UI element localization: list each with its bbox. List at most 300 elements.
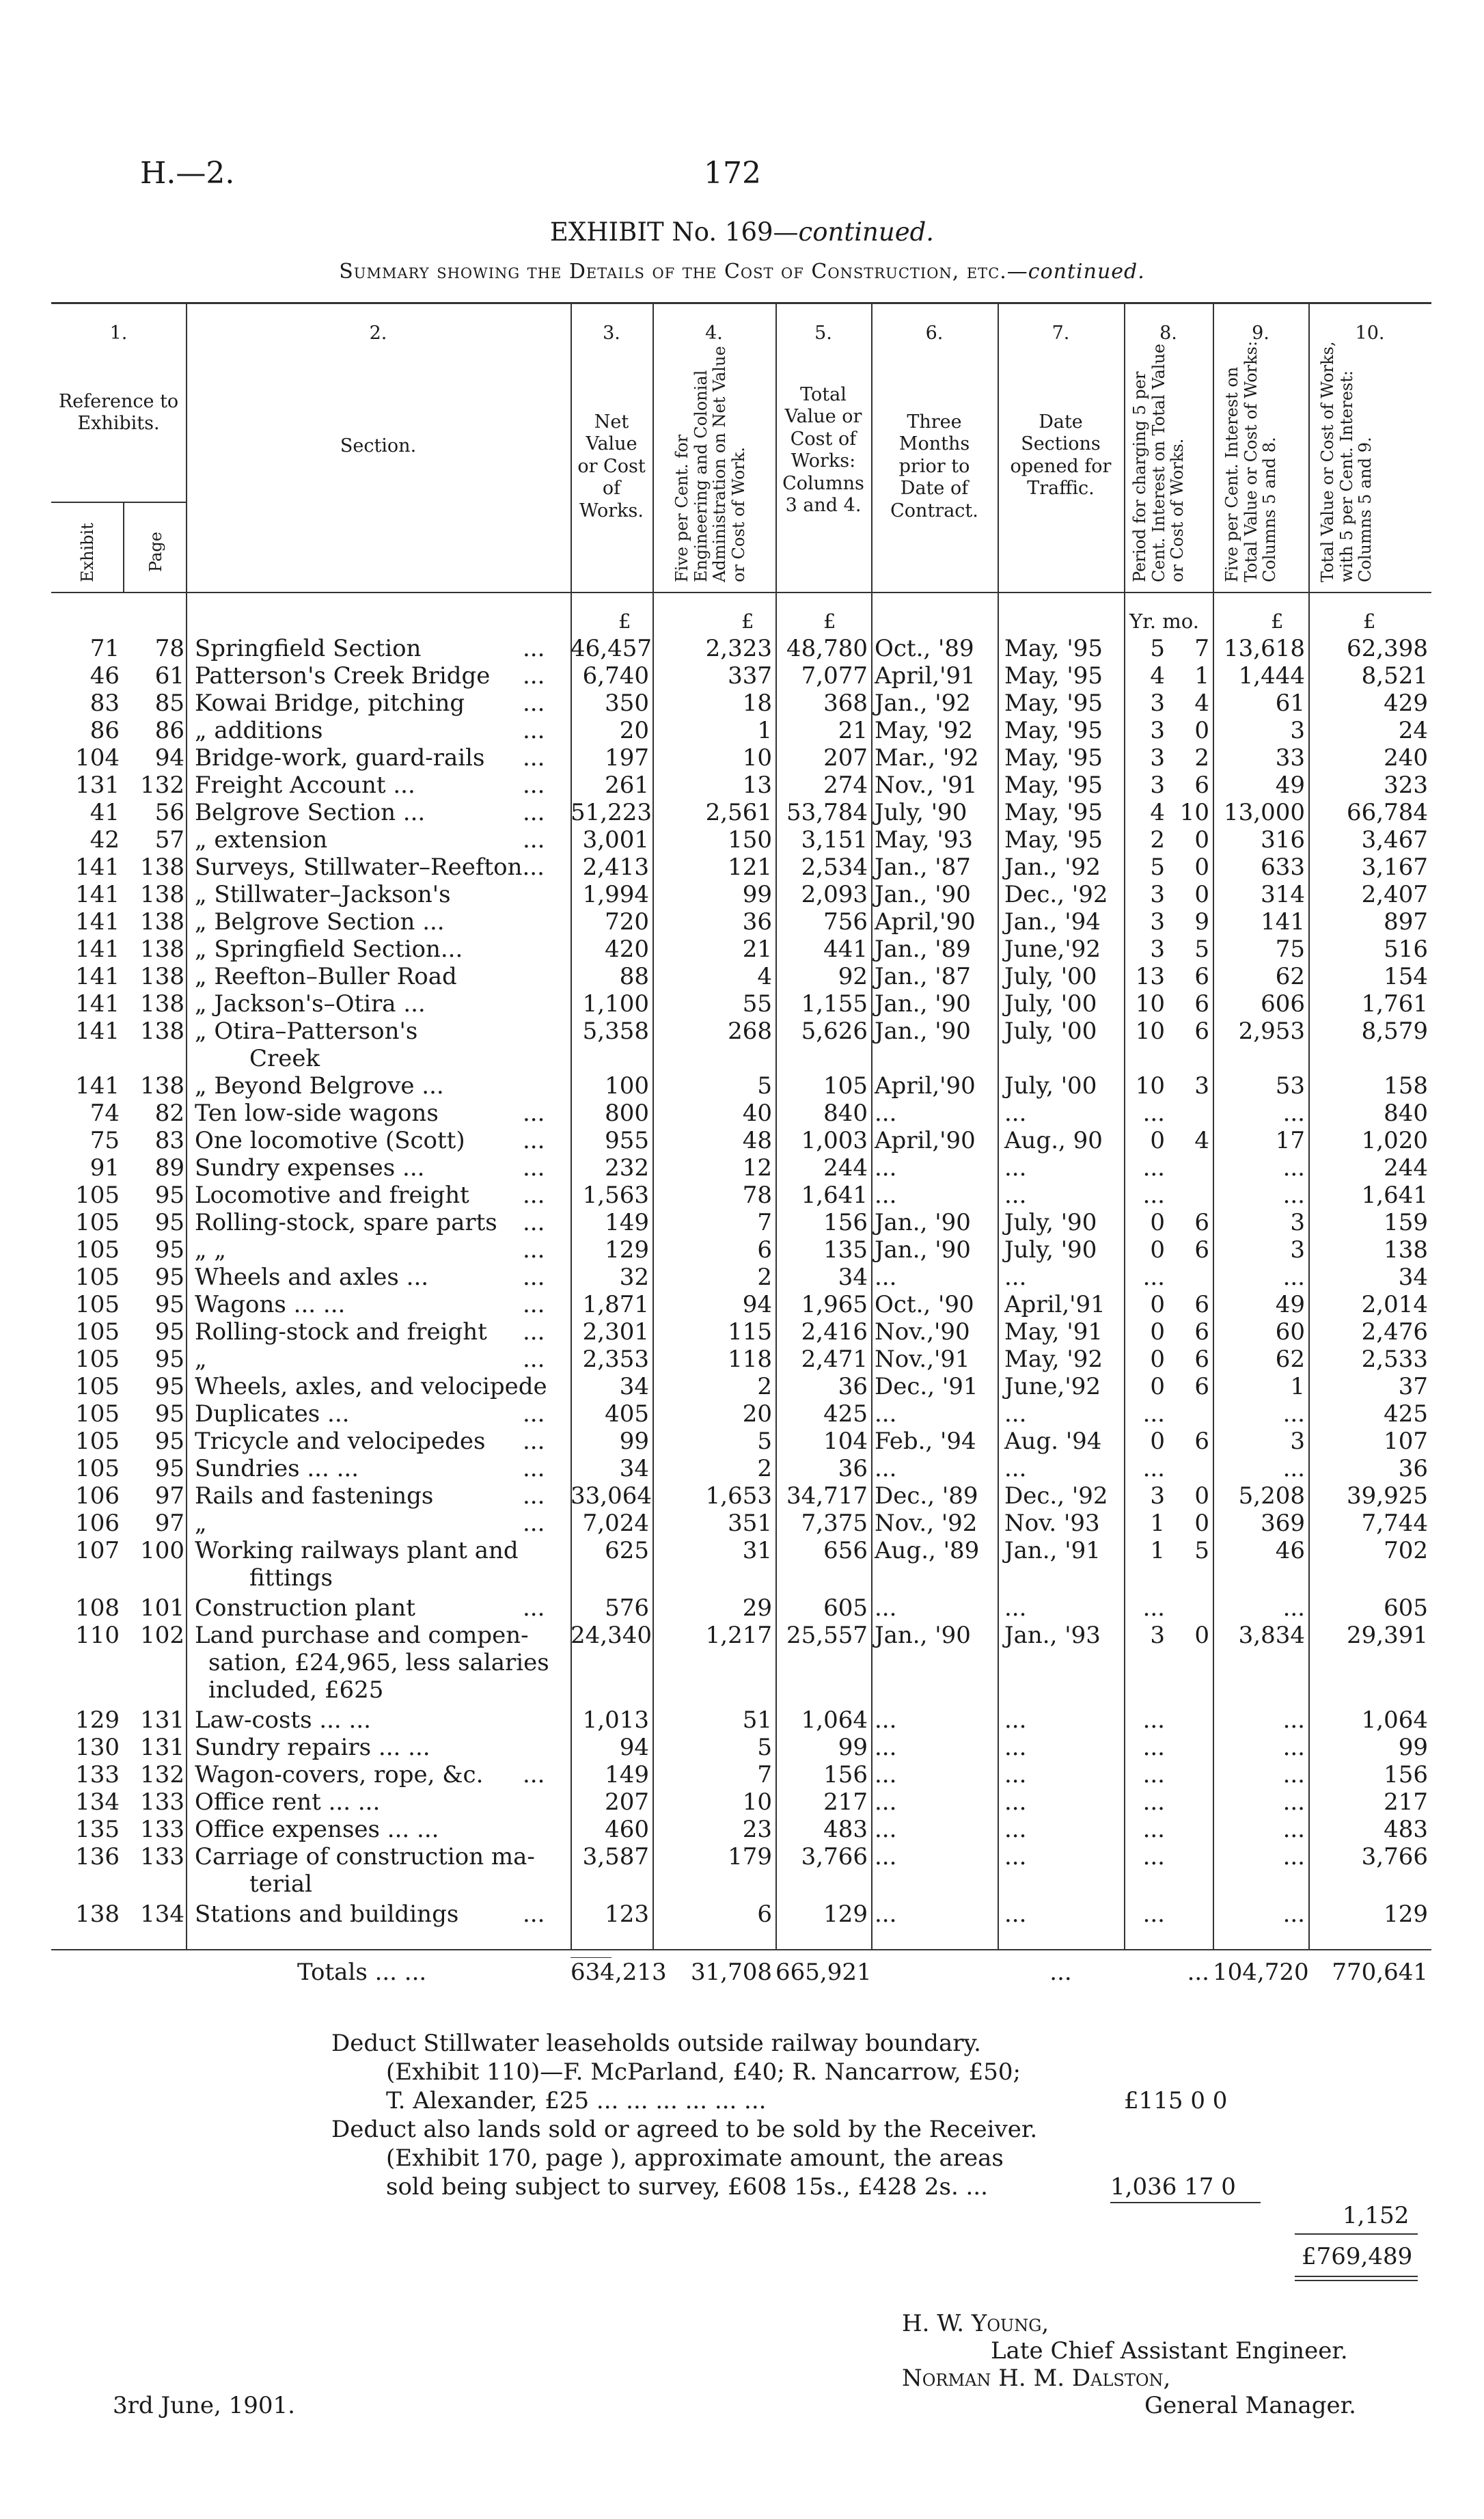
cell-years: 3: [1150, 936, 1165, 963]
cell-years: 4: [1150, 799, 1165, 826]
cell-three-months: Oct., '89: [875, 635, 974, 662]
cell-total: 21: [838, 717, 868, 744]
cell-page: 95: [154, 1264, 184, 1291]
cell-exhibit: 105: [75, 1182, 120, 1209]
cell-exhibit: 105: [75, 1291, 120, 1318]
cell-net: 32: [619, 1264, 649, 1291]
unit-five: £: [741, 610, 754, 633]
cell-date-opened: July, '00: [1004, 1018, 1097, 1045]
cell-years: 0: [1150, 1236, 1165, 1264]
cell-interest: 141: [1261, 908, 1305, 936]
cell-page: 133: [140, 1843, 184, 1870]
cell-exhibit: 131: [75, 772, 120, 799]
cell-grand-total: 66,784: [1347, 799, 1428, 826]
cell-exhibit: 141: [75, 1072, 120, 1100]
cell-section-continued: sation, £24,965, less salaries: [208, 1649, 549, 1676]
cell-net: 1,100: [582, 990, 649, 1018]
cell-exhibit: 107: [75, 1537, 120, 1564]
cell-page: 131: [140, 1734, 184, 1761]
cell-grand-total: 8,521: [1361, 662, 1428, 690]
cell-total: 207: [823, 744, 868, 772]
cell-total: 105: [823, 1072, 868, 1100]
cell-net: 576: [605, 1594, 649, 1622]
cell-section: „ extension: [195, 826, 328, 854]
cell-interest: 316: [1261, 826, 1305, 854]
cell-date-opened: April,'91: [1004, 1291, 1105, 1318]
cell-net: 6,740: [582, 662, 649, 690]
cell-net: 24,340: [571, 1622, 652, 1649]
cell-grand-total: 138: [1384, 1236, 1428, 1264]
totals-rule: [571, 1957, 612, 1958]
cell-interest: ...: [1282, 1154, 1305, 1182]
cell-interest: 53: [1275, 1072, 1305, 1100]
cell-date-opened: June,'92: [1004, 1373, 1101, 1400]
cell-years: ...: [1142, 1594, 1165, 1622]
cell-section: „ Jackson's–Otira ...: [195, 990, 426, 1018]
cell-interest: 3: [1290, 1428, 1305, 1455]
cell-years: ...: [1142, 1400, 1165, 1428]
cell-date-opened: ...: [1004, 1734, 1027, 1761]
cell-date-opened: ...: [1004, 1901, 1027, 1928]
cell-dots: ...: [523, 1318, 545, 1346]
cell-interest: ...: [1282, 1706, 1305, 1734]
cell-net: 1,871: [582, 1291, 649, 1318]
cell-three-months: Feb., '94: [875, 1428, 976, 1455]
cell-five-pct: 1: [757, 717, 772, 744]
cell-exhibit: 41: [90, 799, 120, 826]
cell-interest: ...: [1282, 1761, 1305, 1788]
cell-exhibit: 105: [75, 1373, 120, 1400]
cell-three-months: April,'90: [875, 908, 976, 936]
cell-years: ...: [1142, 1901, 1165, 1928]
cell-section: Rolling-stock, spare parts: [195, 1209, 497, 1236]
cell-three-months: Jan., '89: [875, 936, 971, 963]
cell-net: 2,301: [582, 1318, 649, 1346]
subtitle-main: Summary showing the Details of the Cost of Construction, etc.—: [339, 260, 1028, 284]
cell-five-pct: 268: [728, 1018, 772, 1045]
cell-five-pct: 5: [757, 1734, 772, 1761]
cell-net: 99: [619, 1428, 649, 1455]
cell-section: Kowai Bridge, pitching: [195, 690, 465, 717]
cell-date-opened: Jan., '94: [1004, 908, 1101, 936]
cell-interest: ...: [1282, 1816, 1305, 1843]
cell-date-opened: July, '90: [1004, 1209, 1097, 1236]
cell-total: 1,641: [801, 1182, 868, 1209]
net-heading: Net Value or Cost of Works.: [577, 411, 646, 521]
cell-years: ...: [1142, 1706, 1165, 1734]
cell-net: 34: [619, 1373, 649, 1400]
col-number-3: 3.: [603, 323, 620, 344]
cell-three-months: ...: [875, 1734, 897, 1761]
cell-section: „: [195, 1510, 207, 1537]
cell-grand-total: 1,641: [1361, 1182, 1428, 1209]
cell-interest: 606: [1261, 990, 1305, 1018]
cell-total: 2,534: [801, 854, 868, 881]
cell-date-opened: Dec., '92: [1004, 881, 1108, 908]
cell-dots: ...: [523, 635, 545, 662]
totals-interest: 104,720: [1213, 1959, 1309, 1986]
cell-years: 2: [1150, 826, 1165, 854]
cell-page: 138: [140, 963, 184, 990]
signatory-1-name: H. W. Young,: [902, 2310, 1049, 2337]
cell-section: Belgrove Section ...: [195, 799, 426, 826]
cell-section: „ Beyond Belgrove ...: [195, 1072, 444, 1100]
section-heading: Section.: [340, 435, 417, 457]
cell-exhibit: 75: [90, 1127, 120, 1154]
cell-date-opened: May, '95: [1004, 717, 1103, 744]
col-number-5: 5.: [814, 323, 832, 344]
ref-heading: Reference to Exhibits.: [58, 391, 179, 435]
cell-interest: 49: [1275, 772, 1305, 799]
deduct-line-6: sold being subject to survey, £608 15s., £428 2s. ...: [386, 2173, 988, 2201]
final-rule: [1295, 2233, 1418, 2235]
cell-page: 101: [140, 1594, 184, 1622]
cell-three-months: ...: [875, 1400, 897, 1428]
cell-section: Office rent ... ...: [195, 1788, 381, 1816]
cell-months: 6: [1194, 1318, 1209, 1346]
cell-three-months: Jan., '90: [875, 1622, 971, 1649]
signatory-1-title: Late Chief Assistant Engineer.: [991, 2337, 1348, 2365]
page-number: 172: [704, 156, 761, 191]
cell-three-months: ...: [875, 1901, 897, 1928]
cell-years: 3: [1150, 881, 1165, 908]
cell-date-opened: May, '95: [1004, 826, 1103, 854]
cell-section: „ Reefton–Buller Road: [195, 963, 457, 990]
cell-page: 138: [140, 1018, 184, 1045]
deduct-line-5: (Exhibit 170, page ), approximate amount, the areas: [386, 2144, 1004, 2172]
cell-page: 138: [140, 908, 184, 936]
cell-five-pct: 179: [728, 1843, 772, 1870]
cell-net: 207: [605, 1788, 649, 1816]
cell-five-pct: 1,653: [705, 1482, 772, 1510]
document-date: 3rd June, 1901.: [113, 2392, 295, 2419]
cell-date-opened: July, '00: [1004, 990, 1097, 1018]
cell-years: ...: [1142, 1455, 1165, 1482]
cell-grand-total: 2,476: [1361, 1318, 1428, 1346]
cell-net: 129: [605, 1236, 649, 1264]
cell-five-pct: 351: [728, 1510, 772, 1537]
totals-label: Totals ... ...: [297, 1959, 427, 1986]
cell-interest: ...: [1282, 1400, 1305, 1428]
cell-three-months: Jan., '90: [875, 1018, 971, 1045]
cell-total: 156: [823, 1761, 868, 1788]
cell-section: „: [195, 1346, 207, 1373]
cell-grand-total: 323: [1384, 772, 1428, 799]
cell-page: 138: [140, 881, 184, 908]
totals-net: 634,213: [571, 1959, 667, 1986]
cell-net: 51,223: [571, 799, 652, 826]
cell-three-months: ...: [875, 1706, 897, 1734]
cell-interest: 1,444: [1238, 662, 1305, 690]
cell-five-pct: 2: [757, 1373, 772, 1400]
col-number-8: 8.: [1159, 323, 1177, 344]
cell-grand-total: 3,766: [1361, 1843, 1428, 1870]
cell-grand-total: 36: [1398, 1455, 1428, 1482]
cell-interest: 314: [1261, 881, 1305, 908]
cell-interest: 633: [1261, 854, 1305, 881]
cell-total: 53,784: [786, 799, 868, 826]
cell-three-months: Jan., '90: [875, 990, 971, 1018]
cell-three-months: Dec., '89: [875, 1482, 978, 1510]
cell-five-pct: 55: [742, 990, 772, 1018]
cell-page: 133: [140, 1788, 184, 1816]
cell-page: 95: [154, 1209, 184, 1236]
cell-date-opened: ...: [1004, 1264, 1027, 1291]
cell-grand-total: 156: [1384, 1761, 1428, 1788]
cell-total: 25,557: [786, 1622, 868, 1649]
cell-date-opened: ...: [1004, 1594, 1027, 1622]
deduct-amount-1: £115 0 0: [1124, 2087, 1228, 2114]
cell-page: 95: [154, 1236, 184, 1264]
cell-years: ...: [1142, 1843, 1165, 1870]
cell-exhibit: 136: [75, 1843, 120, 1870]
cell-five-pct: 4: [757, 963, 772, 990]
cell-net: 34: [619, 1455, 649, 1482]
cell-section: Surveys, Stillwater–Reefton...: [195, 854, 545, 881]
title-continued: continued.: [798, 217, 935, 247]
cell-total: 605: [823, 1594, 868, 1622]
cell-months: 6: [1194, 963, 1209, 990]
cell-years: 0: [1150, 1346, 1165, 1373]
cell-three-months: Nov., '91: [875, 772, 978, 799]
cell-grand-total: 702: [1384, 1537, 1428, 1564]
cell-dots: ...: [523, 1346, 545, 1373]
cell-five-pct: 337: [728, 662, 772, 690]
cell-five-pct: 13: [742, 772, 772, 799]
col-rule: [871, 302, 872, 1949]
cell-exhibit: 74: [90, 1100, 120, 1127]
cell-months: 0: [1194, 1482, 1209, 1510]
cell-grand-total: 217: [1384, 1788, 1428, 1816]
cell-grand-total: 240: [1384, 744, 1428, 772]
totals-five: 31,708: [691, 1959, 772, 1986]
cell-date-opened: ...: [1004, 1706, 1027, 1734]
cell-date-opened: ...: [1004, 1843, 1027, 1870]
col-number-4: 4.: [705, 323, 723, 344]
cell-net: 197: [605, 744, 649, 772]
cell-years: 5: [1150, 854, 1165, 881]
cell-months: 6: [1194, 990, 1209, 1018]
cell-date-opened: ...: [1004, 1182, 1027, 1209]
cell-five-pct: 12: [742, 1154, 772, 1182]
cell-five-pct: 1,217: [705, 1622, 772, 1649]
cell-net: 420: [605, 936, 649, 963]
cell-net: 20: [619, 717, 649, 744]
cell-total: 2,471: [801, 1346, 868, 1373]
cell-five-pct: 6: [757, 1236, 772, 1264]
ref-split-rule: [51, 502, 186, 503]
cell-interest: 33: [1275, 744, 1305, 772]
cell-dots: ...: [523, 772, 545, 799]
signatory-2-name: Norman H. M. Dalston,: [902, 2365, 1171, 2392]
cell-grand-total: 244: [1384, 1154, 1428, 1182]
cell-dots: ...: [523, 1901, 545, 1928]
final-underline-2: [1295, 2280, 1418, 2281]
cell-exhibit: 141: [75, 990, 120, 1018]
cell-months: 6: [1194, 1236, 1209, 1264]
cell-five-pct: 2,323: [705, 635, 772, 662]
cell-five-pct: 2: [757, 1455, 772, 1482]
cell-date-opened: July, '00: [1004, 1072, 1097, 1100]
cell-five-pct: 29: [742, 1594, 772, 1622]
cell-years: 13: [1135, 963, 1165, 990]
cell-net: 625: [605, 1537, 649, 1564]
cell-grand-total: 107: [1384, 1428, 1428, 1455]
cell-grand-total: 1,020: [1361, 1127, 1428, 1154]
cell-page: 61: [154, 662, 184, 690]
cell-exhibit: 105: [75, 1455, 120, 1482]
cell-net: 2,353: [582, 1346, 649, 1373]
cell-five-pct: 48: [742, 1127, 772, 1154]
cell-total: 2,416: [801, 1318, 868, 1346]
cell-three-months: Jan., '90: [875, 881, 971, 908]
cell-grand-total: 429: [1384, 690, 1428, 717]
cell-three-months: Dec., '91: [875, 1373, 978, 1400]
cell-interest: 60: [1275, 1318, 1305, 1346]
cell-total: 425: [823, 1400, 868, 1428]
cell-exhibit: 104: [75, 744, 120, 772]
cell-section: Bridge-work, guard-rails: [195, 744, 485, 772]
cell-years: ...: [1142, 1100, 1165, 1127]
cell-interest: ...: [1282, 1100, 1305, 1127]
cell-dots: ...: [523, 1264, 545, 1291]
cell-total: 7,375: [801, 1510, 868, 1537]
cell-interest: 46: [1275, 1537, 1305, 1564]
cell-total: 483: [823, 1816, 868, 1843]
cell-page: 83: [154, 1127, 184, 1154]
cell-grand-total: 129: [1384, 1901, 1428, 1928]
subtotal-rule: [1110, 2202, 1261, 2203]
cell-interest: 3: [1290, 717, 1305, 744]
cell-years: ...: [1142, 1816, 1165, 1843]
col-number-9: 9.: [1252, 323, 1269, 344]
cell-months: 0: [1194, 717, 1209, 744]
cell-page: 132: [140, 772, 184, 799]
cell-section: Tricycle and velocipedes: [195, 1428, 486, 1455]
unit-net: £: [618, 610, 631, 633]
col-number-2: 2.: [369, 323, 387, 344]
cell-grand-total: 8,579: [1361, 1018, 1428, 1045]
cell-exhibit: 105: [75, 1346, 120, 1373]
cell-years: 0: [1150, 1209, 1165, 1236]
cell-dots: ...: [523, 1400, 545, 1428]
cell-three-months: April,'90: [875, 1072, 976, 1100]
cell-section-continued: fittings: [249, 1564, 333, 1592]
cell-net: 3,587: [582, 1843, 649, 1870]
exhibit-page-rule: [123, 502, 124, 592]
cell-exhibit: 141: [75, 908, 120, 936]
cell-section: Sundries ... ...: [195, 1455, 359, 1482]
cell-months: 2: [1194, 744, 1209, 772]
cell-page: 86: [154, 717, 184, 744]
cell-three-months: Nov.,'90: [875, 1318, 970, 1346]
cell-section: „ „: [195, 1236, 227, 1264]
cell-three-months: May, '93: [875, 826, 974, 854]
cell-net: 2,413: [582, 854, 649, 881]
cell-page: 95: [154, 1400, 184, 1428]
cell-three-months: Nov.,'91: [875, 1346, 970, 1373]
cell-date-opened: May, '95: [1004, 744, 1103, 772]
cell-five-pct: 150: [728, 826, 772, 854]
cell-interest: ...: [1282, 1594, 1305, 1622]
cell-interest: 2,953: [1238, 1018, 1305, 1045]
cell-years: ...: [1142, 1734, 1165, 1761]
cell-five-pct: 2: [757, 1264, 772, 1291]
cell-exhibit: 105: [75, 1428, 120, 1455]
cell-grand-total: 3,167: [1361, 854, 1428, 881]
cell-exhibit: 105: [75, 1209, 120, 1236]
cell-months: 6: [1194, 1346, 1209, 1373]
cell-net: 460: [605, 1816, 649, 1843]
cell-three-months: Nov., '92: [875, 1510, 978, 1537]
cell-five-pct: 7: [757, 1761, 772, 1788]
cell-section-continued: terial: [249, 1870, 313, 1898]
cell-date-opened: May, '92: [1004, 1346, 1103, 1373]
cell-grand-total: 897: [1384, 908, 1428, 936]
cell-section: Construction plant: [195, 1594, 415, 1622]
cell-five-pct: 94: [742, 1291, 772, 1318]
cell-years: 10: [1135, 990, 1165, 1018]
cell-net: 405: [605, 1400, 649, 1428]
cell-months: 10: [1179, 799, 1209, 826]
cell-five-pct: 40: [742, 1100, 772, 1127]
cell-exhibit: 91: [90, 1154, 120, 1182]
cell-grand-total: 159: [1384, 1209, 1428, 1236]
cell-interest: ...: [1282, 1734, 1305, 1761]
totals-date: ...: [1049, 1959, 1072, 1986]
cell-five-pct: 5: [757, 1428, 772, 1455]
cell-total: 135: [823, 1236, 868, 1264]
table-top-rule: [51, 302, 1431, 304]
cell-five-pct: 36: [742, 908, 772, 936]
cell-section: Office expenses ... ...: [195, 1816, 439, 1843]
cell-exhibit: 141: [75, 936, 120, 963]
cell-exhibit: 105: [75, 1236, 120, 1264]
cell-five-pct: 6: [757, 1901, 772, 1928]
cell-date-opened: Aug., 90: [1004, 1127, 1103, 1154]
cell-date-opened: Dec., '92: [1004, 1482, 1108, 1510]
cell-total: 34,717: [786, 1482, 868, 1510]
cell-page: 132: [140, 1761, 184, 1788]
cell-months: 0: [1194, 1510, 1209, 1537]
cell-years: ...: [1142, 1154, 1165, 1182]
cell-page: 95: [154, 1373, 184, 1400]
col-number-7: 7.: [1052, 323, 1070, 344]
cell-net: 955: [605, 1127, 649, 1154]
cell-dots: ...: [523, 744, 545, 772]
cell-section: Springfield Section: [195, 635, 422, 662]
cell-exhibit: 133: [75, 1761, 120, 1788]
cell-interest: 13,618: [1224, 635, 1305, 662]
cell-years: 3: [1150, 1622, 1165, 1649]
cell-section: Sundry expenses ...: [195, 1154, 425, 1182]
cell-three-months: Jan., '92: [875, 690, 971, 717]
cell-exhibit: 83: [90, 690, 120, 717]
cell-exhibit: 130: [75, 1734, 120, 1761]
cell-exhibit: 141: [75, 854, 120, 881]
cell-three-months: ...: [875, 1154, 897, 1182]
exhibit-title: [0, 217, 1484, 247]
cell-total: 48,780: [786, 635, 868, 662]
cell-net: 1,563: [582, 1182, 649, 1209]
cell-total: 441: [823, 936, 868, 963]
cell-exhibit: 141: [75, 1018, 120, 1045]
cell-page: 138: [140, 1072, 184, 1100]
cell-date-opened: May, '91: [1004, 1318, 1103, 1346]
cell-dots: ...: [523, 1182, 545, 1209]
cell-section: Ten low-side wagons: [195, 1100, 439, 1127]
cell-months: 6: [1194, 1018, 1209, 1045]
